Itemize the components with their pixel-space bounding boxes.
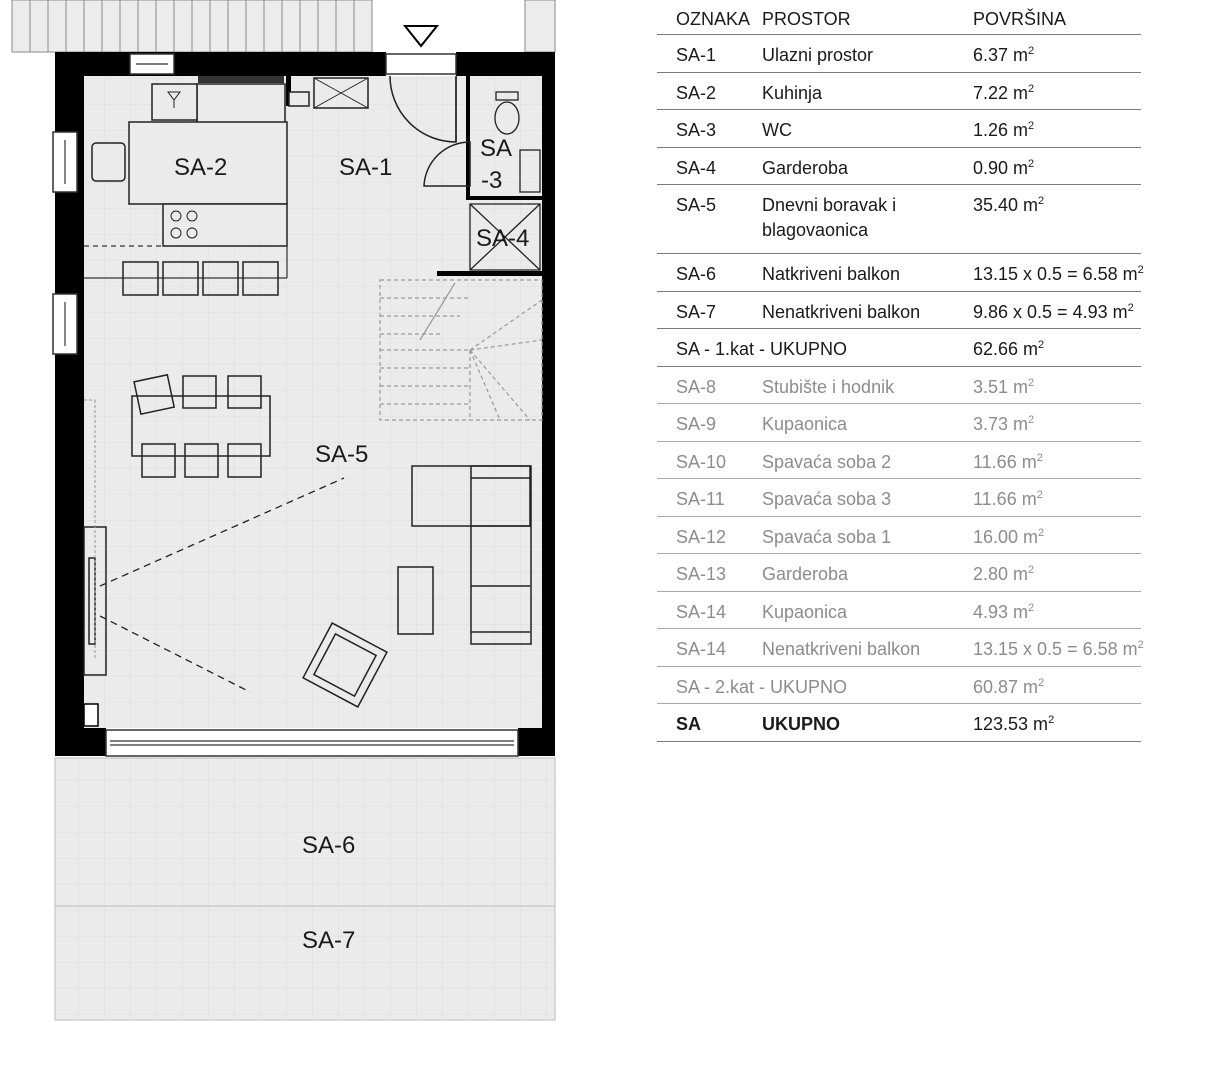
cell-code: SA-13	[676, 564, 727, 584]
cell-space: WC	[762, 120, 792, 140]
table-row	[657, 479, 1141, 517]
table-row	[657, 110, 1141, 148]
table-row	[657, 629, 1144, 667]
header-area: POVRŠINA	[973, 9, 1067, 29]
room-label-sa7: SA-7	[302, 927, 356, 954]
header-code: OZNAKA	[676, 9, 751, 29]
room-label-sa3-top: SA	[480, 135, 513, 162]
table-row	[657, 442, 1141, 480]
table-row	[657, 704, 1141, 742]
cell-code: SA-9	[676, 414, 717, 434]
unit-superscript: 2	[1137, 639, 1144, 651]
cell-code: SA-4	[676, 157, 717, 178]
cell-code: SA	[676, 714, 702, 734]
table-row	[657, 517, 1141, 555]
cell-code: SA-6	[676, 264, 717, 284]
cell-space: Spavaća soba 2	[762, 451, 892, 472]
area-table	[657, 0, 1144, 742]
table-row	[657, 148, 1141, 186]
unit-superscript: 2	[1036, 451, 1043, 464]
table-row	[657, 185, 1141, 254]
cell-area: 7.22 $m^2$	[973, 82, 1035, 103]
unit-superscript: 2	[1137, 264, 1144, 276]
table-row	[657, 592, 1141, 630]
cell-area: 9.86 x 0.5 = 4.93 $m^2$	[973, 301, 1134, 322]
cell-area: 6.37 $m^2$	[973, 45, 1035, 65]
unit-superscript: 2	[1028, 414, 1035, 426]
cell-space: Natkriveni balkon	[762, 264, 901, 284]
table-header	[657, 0, 1141, 35]
cell-area: 13.15 x 0.5 = 6.58 $m^2$	[973, 264, 1144, 284]
cell-area: 4.93 $m^2$	[973, 601, 1035, 622]
unit-superscript: 2	[1038, 526, 1045, 539]
exterior-stairs-top	[12, 0, 555, 52]
unit-superscript: 2	[1028, 45, 1035, 57]
room-label-sa6: SA-6	[302, 832, 356, 859]
room-label-sa4: SA-4	[476, 225, 530, 252]
unit-superscript: 2	[1028, 564, 1035, 576]
room-label-sa2: SA-2	[174, 154, 228, 181]
cell-code: SA - 2.kat - UKUPNO	[676, 676, 848, 697]
room-label-sa1: SA-1	[339, 154, 393, 181]
cell-space: Kupaonica	[762, 414, 848, 434]
cell-area: 16.00 $m^2$	[973, 526, 1045, 547]
unit-superscript: 2	[1028, 157, 1035, 170]
entrance-arrow-icon	[405, 26, 437, 46]
table-row	[657, 292, 1141, 330]
cell-area: 3.73 $m^2$	[973, 414, 1035, 434]
cell-code: SA-14	[676, 601, 727, 622]
cell-space: Spavaća soba 1	[762, 526, 892, 547]
table-row	[657, 667, 1141, 705]
header-space: PROSTOR	[762, 9, 851, 29]
cell-space: Garderoba	[762, 564, 849, 584]
unit-superscript: 2	[1028, 82, 1035, 95]
table-row	[657, 254, 1144, 292]
room-label-sa3-bottom: -3	[481, 167, 503, 194]
unit-superscript: 2	[1028, 601, 1035, 614]
table-row	[657, 404, 1141, 442]
cell-code: SA - 1.kat - UKUPNO	[676, 339, 848, 359]
cell-space: Spavaća soba 3	[762, 489, 892, 509]
unit-superscript: 2	[1127, 301, 1134, 314]
cell-space: Ulazni prostor	[762, 45, 874, 65]
cell-code: SA-3	[676, 120, 717, 140]
floor-plan	[0, 0, 600, 1080]
cell-area: 35.40 $m^2$	[973, 195, 1045, 215]
unit-superscript: 2	[1028, 376, 1035, 389]
table-row	[657, 367, 1141, 405]
cell-code: SA-11	[676, 489, 725, 509]
cell-code: SA-12	[676, 526, 727, 547]
unit-superscript: 2	[1038, 339, 1045, 351]
cell-code: SA-10	[676, 451, 727, 472]
unit-superscript: 2	[1038, 676, 1045, 689]
room-label-sa5: SA-5	[315, 441, 369, 468]
cell-code: SA-8	[676, 376, 717, 397]
cell-space: Stubište i hodnik	[762, 376, 895, 397]
cell-area: 60.87 $m^2$	[973, 676, 1045, 697]
cell-code: SA-2	[676, 82, 717, 103]
cell-space: Dnevni boravak i blagovaonica	[762, 195, 897, 240]
cell-area: 13.15 x 0.5 = 6.58 $m^2$	[973, 639, 1144, 659]
cell-area: 123.53 $m^2$	[973, 714, 1055, 734]
cell-area: 3.51 $m^2$	[973, 376, 1035, 397]
cell-space: Kupaonica	[762, 601, 848, 622]
cell-code: SA-1	[676, 45, 717, 65]
table-row	[657, 329, 1141, 367]
cell-area: 2.80 $m^2$	[973, 564, 1035, 584]
kitchen-hood	[198, 76, 284, 83]
cell-space: Nenatkriveni balkon	[762, 639, 921, 659]
table-row	[657, 554, 1141, 592]
cell-space: Nenatkriveni balkon	[762, 301, 921, 322]
cell-code: SA-7	[676, 301, 717, 322]
unit-superscript: 2	[1036, 489, 1043, 501]
cell-space: Garderoba	[762, 157, 849, 178]
unit-superscript: 2	[1038, 195, 1045, 207]
cell-space: UKUPNO	[762, 714, 841, 734]
cell-area: 0.90 $m^2$	[973, 157, 1035, 178]
cell-area: 62.66 $m^2$	[973, 339, 1045, 359]
cell-area: 11.66 $m^2$	[973, 451, 1043, 472]
cell-area: 1.26 $m^2$	[973, 120, 1035, 140]
unit-superscript: 2	[1028, 120, 1035, 132]
cell-code: SA-14	[676, 639, 727, 659]
table-row	[657, 35, 1141, 73]
unit-superscript: 2	[1048, 714, 1055, 726]
cell-code: SA-5	[676, 195, 717, 215]
cell-area: 11.66 $m^2$	[973, 489, 1043, 509]
table-row	[657, 73, 1141, 111]
cell-space: Kuhinja	[762, 82, 823, 103]
